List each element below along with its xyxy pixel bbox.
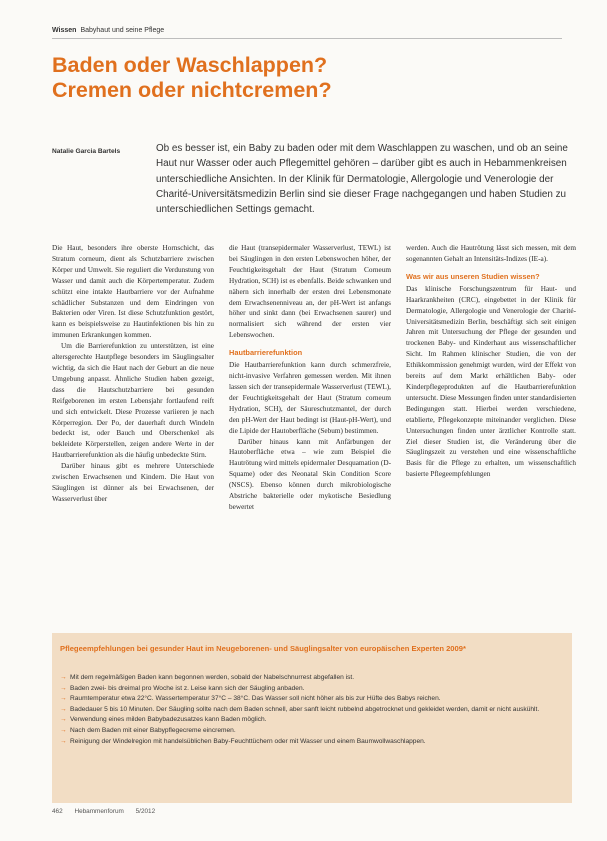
list-item: → Reinigung der Windelregion mit handelsüblichen Baby-Feuchttüchern oder mit Wasser und einem Baumwollwaschlappen.: [60, 737, 560, 747]
section-rubric: [52, 27, 164, 34]
page-number: 462: [52, 808, 63, 815]
list-item: → Raumtemperatur etwa 22°C. Wassertemperatur 37°C – 38°C. Das Wasser soll nicht höher als bis zur Hüfte des Babys reichen.: [60, 694, 560, 704]
body-paragraph: Darüber hinaus gibt es mehrere Unterschiede zwischen Erwachsenen und Kindern. Die Haut von Säuglingen ist dünner als bei Erwachsenen, der Wasserverlust über: [52, 462, 214, 503]
arrow-icon: →: [60, 726, 67, 734]
arrow-icon: →: [60, 684, 67, 692]
rubric-topic: Babyhaut und seine Pflege: [80, 27, 165, 34]
page-footer: [52, 808, 165, 815]
arrow-icon: →: [60, 737, 67, 745]
box-title: Pflegeempfehlungen bei gesunder Haut im Neugeborenen- und Säuglingsalter von europäischen Experten 2009*: [60, 644, 466, 653]
list-item: → Baden zwei- bis dreimal pro Woche ist z. Leise kann sich der Säugling anbaden.: [60, 684, 560, 694]
body-column-3: [406, 243, 576, 480]
recommendations-box: [52, 633, 572, 803]
rubric-divider: [52, 38, 562, 39]
rubric-section: Wissen: [52, 27, 77, 34]
body-paragraph: Um die Barrierefunktion zu unterstützen, ist eine altersgerechte Hautpflege besonders im Säuglingsalter wichtig, da sich die Haut nach der Geburt an die neue Umgebung anpasst. Ähnliche Studien haben gezeigt, dass die Hautschutzbarriere bei gesunden Reifgeborenen im ersten Lebensjahr fortlaufend reift und sich entwickelt. Diese Prozesse variieren je nach Körperregion. Der Po, der dauerhaft durch Windeln bedeckt ist, oder Bauch und Oberschenkel als bekleidete Körperstellen, zeigen andere Werte in der Hautbarrierefunktion als die häufig unbedeckte Stirn.: [52, 342, 214, 460]
arrow-icon: →: [60, 716, 67, 724]
list-item: → Mit dem regelmäßigen Baden kann begonnen werden, sobald der Nabelschnurrest abgefallen ist.: [60, 673, 560, 683]
article-body: [52, 243, 574, 623]
arrow-icon: →: [60, 674, 67, 681]
subheading-studien: Was wir aus unseren Studien wissen?: [406, 271, 540, 281]
issue-number: 5/2012: [135, 808, 156, 815]
list-item: → Nach dem Baden mit einer Babypflegecreme eincremen.: [60, 726, 560, 736]
body-paragraph: Die Hautbarrierefunktion kann durch schmerzfreie, nicht-invasive Verfahren gemessen werden. Mit ihnen lassen sich der transepidermale Wasserverlust (TEWL), der Feuchtigkeitsgehalt der Haut (Stratum corneum Hydration, SCH), der Säureschutzmantel, der durch den pH-Wert der Haut bedingt ist (Haut-pH-Wert), und die Lipide der Hautoberfläche (Sebum) bestimmen.: [229, 361, 391, 435]
body-paragraph: werden. Auch die Hautrötung lässt sich messen, mit dem sogenannten Gehalt an Intensitäts-Indizes (IE-a).: [406, 244, 576, 263]
list-item: → Verwendung eines milden Babybadezusatzes kann Baden möglich.: [60, 715, 560, 725]
article-lead: Ob es besser ist, ein Baby zu baden oder mit dem Waschlappen zu waschen, und ob an seine Haut nur Wasser oder auch Pflegemittel gehören – darüber gibt es auch in Hebammenkreisen unterschiedliche Ansichten. In der Klinik für Dermatologie, Allergologie und Venerologie der Charité-Universitätsmedizin Berlin sind sie dieser Frage nachgegangen und haben Studien zu unterschiedlichen Settings gemacht.: [156, 143, 568, 216]
body-paragraph: Darüber hinaus kann mit Anfärbungen der Hautoberfläche etwa – wie zum Beispiel die Hautrötung wird mittels epidermaler Desquamation (D-Squame) oder des Neonatal Skin Condition Score (NSCS). Ebenso können durch mikrobiologische Abstriche bakterielle oder mykotische Besiedlung bewertet: [229, 437, 391, 511]
body-column-1: [52, 243, 214, 505]
arrow-icon: →: [60, 695, 67, 703]
list-item: → Badedauer 5 bis 10 Minuten. Der Säugling sollte nach dem Baden schnell, aber sanft leicht rubbelnd abgetrocknet und gekleidet werden, damit er nicht auskühlt.: [60, 705, 560, 715]
headline-line-1: Baden oder Waschlappen?: [52, 53, 328, 77]
body-paragraph: Das klinische Forschungszentrum für Haut- und Haarkrankheiten (CRC), eingebettet in der Klinik für Dermatologie, Allergologie und Venerologie der Charité-Universitätsmedizin Berlin, beschäftigt sich seit einigen Jahren mit Untersuchung der Pflege der gesunden und trockenen Baby- und Kinderhaut aus wissenschaftlicher Sicht. Im Rahmen klinischer Studien, die von der Ethikkommission genehmigt wurden, wird der Effekt von bereits auf dem Markt erhältlichen Baby- oder Kinderpflegeprodukten auf die Hautbarrierefunktion untersucht. Diese Messungen finden unter standardisierten Bedingungen statt. Hierbei werden verschiedene, etablierte, Pflegekonzepte miteinander verglichen. Diese Untersuchungen finden unter ärztlicher Kontrolle statt. Ziel dieser Studien ist, die Veränderung über die Säuglingszeit zu verstehen und eine wissenschaftliche Basis für die Pflege zu erhalten, um wissenschaftlich basierte Pflegeempfehlungen: [406, 284, 576, 479]
journal-name: Hebammenforum: [74, 808, 124, 815]
article-headline: [52, 53, 572, 103]
body-paragraph: die Haut (transepidermaler Wasserverlust, TEWL) ist bei Säuglingen in den ersten Lebenswochen höher, der Feuchtigkeitsgehalt der Haut (Stratum Corneum Hydration, SCH) ist es ebenfalls. Beide schwanken und nähern sich innerhalb der ersten drei Lebensmonate dem Erwachsenenniveau an, der pH-Wert ist anfangs höher und sinkt dann (bei Erwachsenen saurer) und normalisiert sich während der ersten vier Lebenswochen.: [229, 244, 391, 340]
recommendations-list: [60, 673, 560, 747]
body-column-2: [229, 243, 391, 513]
body-paragraph: Die Haut, besonders ihre oberste Hornschicht, das Stratum corneum, dient als Schutzbarriere zwischen Körper und Umwelt. Sie reguliert die Verdunstung von Wasser und damit auch die Körpertemperatur. Zudem schützt eine intakte Hautbarriere vor der Aufnahme schädlicher Substanzen und dem Eindringen von Bakterien oder Viren. Ist diese Schutzfunktion gestört, kann es beispielsweise zu Hautinfektionen bis hin zu immunen Erkrankungen kommen.: [52, 244, 214, 340]
author-name: Natalie Garcia Bartels: [52, 148, 121, 155]
subheading-hautbarriere: Hautbarrierefunktion: [229, 348, 303, 358]
arrow-icon: →: [60, 705, 67, 713]
headline-line-2: Cremen oder nichtcremen?: [52, 78, 332, 102]
